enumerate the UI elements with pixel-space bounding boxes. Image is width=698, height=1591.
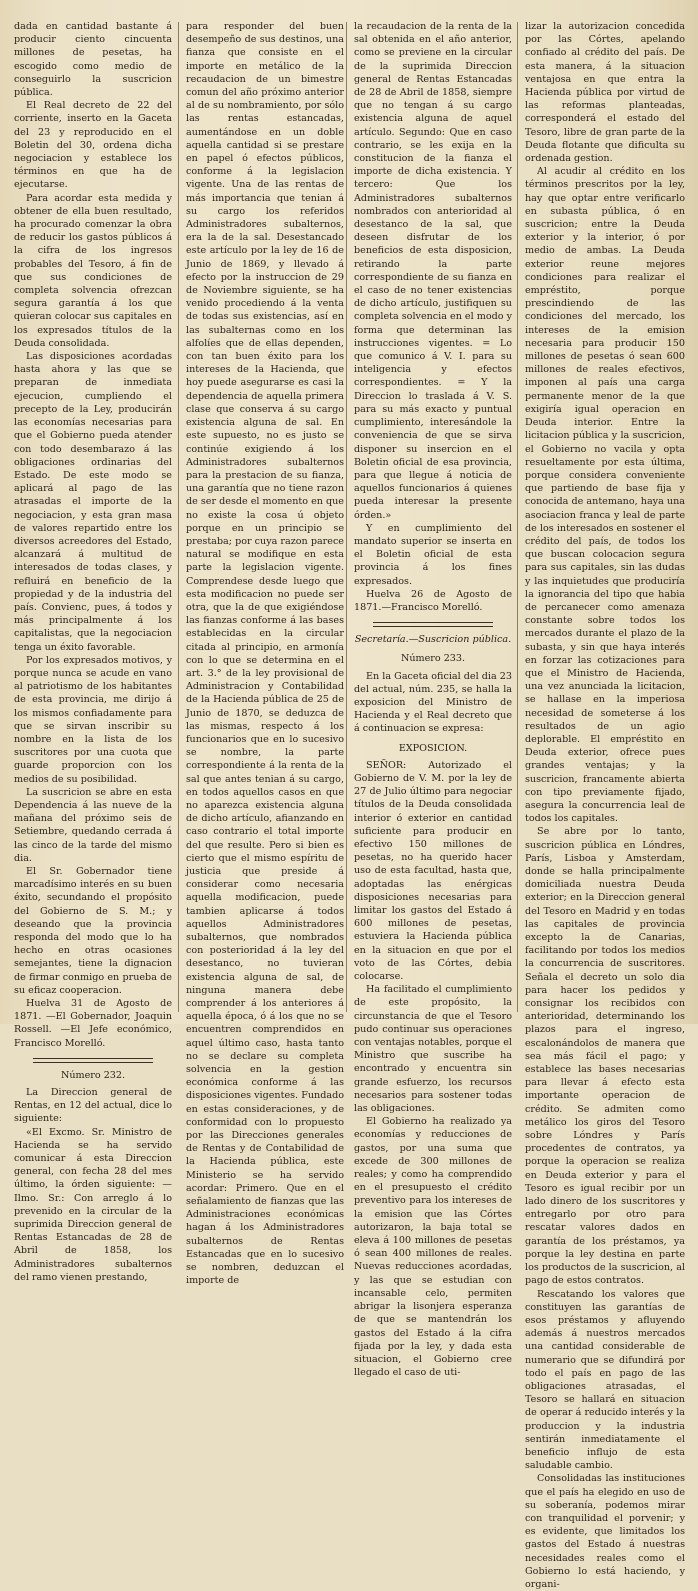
paragraph: Rescatando los valores que constituyen las garantías de esos préstamos y afluyendo además á nuestros mercados una cantidad considerable de numerario que se difundirá por todo el país en pago de las obligaciones atrasadas, el Tesoro se hallará en situacion de operar á reducido interés y la produccion y la industria sentirán inmediatamente el beneficio influjo de esta saludable cambio. <box>525 1288 685 1472</box>
section-title: Secretaría.—Suscricion pública. <box>354 634 512 646</box>
paragraph: El Sr. Gobernador tiene marcadísimo interés en su buen éxito, secundando el propósito del Gobierno de S. M.; y deseando que la provincia responda del modo que lo ha hecho en otras ocasiones semejantes, tiene la dignacion de firmar conmigo en prueba de su eficaz cooperacion. <box>14 866 172 996</box>
column-2 <box>186 20 344 1287</box>
paragraph: Consolidadas las instituciones que el país ha elegido en uso de su soberanía, podemos mirar con tranquilidad el porvenir; y es evidente, que limitados los gastos del Estado á nuestras necesidades reales como el Gobierno lo está haciendo, y organi- <box>525 1473 685 1590</box>
paragraph: Al acudir al crédito en los términos prescritos por la ley, hay que optar entre verificarlo en subasta pública, ó en suscricion; entre la Deuda exterior y la interior, ó por medio de ambas. La Deuda exterior reune mejores condiciones para realizar el empréstito, porque prescindiendo de las condiciones del mercado, los intereses de la emision necesaria para producir 150 millones de pesetas ó sean 600 millones de reales efectivos, imponen al país una carga permanente menor de la que exigiría igual operacion en Deuda interior. Entre la licitacion pública y la suscricion, el Gobierno no vacila y opta resueltamente por esta última, porque considera conveniente que partiendo de base fija y conocida de antemano, haya una asociacion franca y leal de parte de los interesados en sostener el crédito del país, de todos los que buscan colocacion segura para sus capitales, sin las dudas y las inquietudes que produciría la ignorancia del tipo que habia de percanecer como amenaza constante sobre todos los mercados durante el plazo de la subasta, y sin que haya interés en forzar las cotizaciones para que el Ministro de Hacienda, una vez anunciada la licitacion, se hallase en la imperiosa necesidad de someterse á los resultados de un agio deplorable. El empréstito en Deuda exterior, ofrece pues grandes ventajas; y la suscricion, francamente abierta con tipo previamente fijado, asegura la concurrencia leal de todos los capitales. <box>525 166 685 825</box>
paragraph: El Real decreto de 22 del corriente, inserto en la Gaceta del 23 y reproducido en el Boletin del 30, ordena dicha negociacion y establece los términos en que ha de ejecutarse. <box>14 100 172 191</box>
paragraph: La suscricion se abre en esta Dependencia á las nueve de la mañana del próximo seis de Setiembre, quedando cerrada á las cinco de la tarde del mismo dia. <box>14 786 172 864</box>
section-number: Número 233. <box>400 653 466 665</box>
paragraph: la recaudacion de la renta de la sal obtenida en el año anterior, como se previene en la circular de la suprimida Direccion general de Rentas Estancadas de 28 de Abril de 1858, siempre que no tengan á su cargo existencia alguna de aquel artículo. Segundo: Que en caso contrario, se les exija en la constitucion de la fianza el importe de dicha existencia. Y tercero: Que los Administradores subalternos nombrados con anterioridad al desestanco de la sal, que deseen disfrutar de los beneficios de esta disposicion, retirando la parte correspondiente de su fianza en el caso de no tener existencias de dicho artículo, justifiquen su completa solvencia en el modo y forma que determinan las instrucciones vigentes. = Lo que comunico á V. I. para su inteligencia y efectos correspondientes. = Y la Direccion lo traslada á V. S. para su más exacto y puntual cumplimiento, interesándole la conveniencia de que se sirva disponer su insercion en el Boletin oficial de esa provincia, para que llegue á noticia de aquellos funcionarios á quienes pueda interesar la presente órden.» <box>354 21 512 521</box>
paragraph: «El Excmo. Sr. Ministro de Hacienda se ha servido comunicar á esta Direccion general, con fecha 28 del mes último, la órden siguiente: —Ilmo. Sr.: Con arreglo á lo prevenido en la circular de la suprimida Direccion general de Rentas Estancadas de 28 de Abril de 1858, los Administradores subalternos del ramo vienen prestando, <box>14 1126 172 1283</box>
paragraph: dada en cantidad bastante á producir ciento cincuenta millones de pesetas, ha escogido como medio de conseguirlo la suscricion pública. <box>14 21 172 99</box>
paragraph: para responder del buen desempeño de sus destinos, una fianza que consiste en el importe en metálico de la recaudacion de un bimestre comun del año próximo anterior al de su nombramiento, por sólo las rentas estancadas, aumentándose en un doble aquella cantidad si se prestare en papel ó efectos públicos, conforme á la legislacion vigente. Una de las rentas de más importancia que tenian á su cargo los referidos Administradores subalternos, era la de la sal. Desestancado este artículo por la ley de 16 de Junio de 1869, y llevado á efecto por la instruccion de 29 de Noviembre siguiente, se ha venido procediendo á la venta de todas sus existencias, así en las subalternas como en los alfolíes que de ellas dependen, con tan buen éxito para los intereses de la Hacienda, que hoy puede asegurarse es casi la dependencia de aquella primera clase que conserva á su cargo existencia alguna de sal. En este supuesto, no es justo se continúe exigiendo á los Administradores subalternos para la prestacion de su fianza, una garantía que no tiene razon de ser desde el momento en que no existe la cosa ú objeto porque en un principio se prestaba; por cuya razon parece natural se modifique en esta parte la legislacion vigente. Comprendese desde luego que esta modificacion no puede ser otra, que la de que exigiéndose las fianzas conforme á las bases establecidas en la circular citada al principio, en armonía con lo que se determina en el art. 3.° de la ley provisional de Administracion y Contabilidad de la Hacienda pública de 25 de Junio de 1870, se deduzca de las mismas, respecto á los funcionarios que en lo sucesivo se nombre, la parte correspondiente á la renta de la sal que antes tenian á su cargo, en todos aquellos casos en que no aparezca existencia alguna de dicho artículo, afianzando en caso contrario el total importe del que resulte. Pero si bien es cierto que el mismo espíritu de justicia que preside á considerar como necesaria aquella modificacion, puede tambien aplicarse á todos aquellos Administradores subalternos, que nombrados con posterioridad á la ley del desestanco, no tuvieran existencia alguna de sal, de ninguna manera debe comprender á los anteriores á aquella época, ó á los que no se encuentren comprendidos en aquel último caso, hasta tanto no se declare su completa solvencia en la gestion económica conforme á las disposiciones vigentes. Fundado en estas consideraciones, y de conformidad con lo propuesto por las Direcciones generales de Rentas y de Contabilidad de la Hacienda pública, este Ministerio se ha servido acordar: Primero. Que en el señalamiento de fianzas que las Administraciones económicas hagan á los Administradores subalternos de Rentas Estancadas que en lo sucesivo se nombren, deduzcan el importe de <box>186 21 344 1287</box>
paragraph: lizar la autorizacion concedida por las Córtes, apelando confiado al crédito del país. De esta manera, á la situacion ventajosa en que entra la Hacienda pública por virtud de las reformas planteadas, corresponderá el estado del Tesoro, libre de gran parte de la Deuda flotante que dificulta su ordenada gestion. <box>525 21 685 165</box>
paragraph: El Gobierno ha realizado ya economías y reducciones de gastos, por una suma que excede de 300 millones de reales; y como ha comprendido en el presupuesto el crédito preventivo para los intereses de la emision que las Córtes autorizaron, la baja total se eleva á 100 millones de pesetas ó sean 400 millones de reales. Nuevas reducciones acordadas, y las que se estudian con incansable celo, permiten abrigar la lisonjera esperanza de que se mantendrán los gastos del Estado á la cifra fijada por la ley, y dada esta situacion, el Gobierno cree llegado el caso de uti- <box>354 1116 512 1379</box>
paragraph: Ha facilitado el cumplimiento de este propósito, la circunstancia de que el Tesoro pudo continuar sus operaciones con ventajas notables, porque el Ministro que suscribe ha encontrado y encuentra sin grande esfuerzo, los recursos necesarios para sostener todas las obligaciones. <box>354 984 512 1115</box>
column-rule <box>346 22 347 1012</box>
column-4 <box>525 20 685 1590</box>
signature: Huelva 31 de Agosto de 1871. —El Gobernador, Joaquin Rossell. —El Jefe económico, Francisco Morelló. <box>14 998 172 1049</box>
column-rule <box>517 22 518 1012</box>
separator-rule <box>33 1058 153 1063</box>
paragraph: En la Gaceta oficial del dia 23 del actual, núm. 235, se halla la exposicion del Ministro de Hacienda y el Real decreto que á continuacion se expresa: <box>354 670 512 735</box>
paragraph: Y en cumplimiento del mandato superior se inserta en el Boletin oficial de esta provincia á los fines expresados. <box>354 522 512 587</box>
exposicion-heading: EXPOSICION. <box>398 742 468 754</box>
paragraph: SEÑOR: Autorizado el Gobierno de V. M. por la ley de 27 de Julio último para negociar títulos de la Deuda consolidada interior ó exterior en cantidad suficiente para producir en efectivo 150 millones de pesetas, no ha querido hacer uso de esta facultad, hasta que, adoptadas las enérgicas disposiciones necesarias para limitar los gastos del Estado á 600 millones de pesetas, estuviera la Hacienda pública en la situacion en que por el voto de las Córtes, debia colocarse. <box>354 759 512 983</box>
separator-rule <box>373 622 493 627</box>
paragraph: La Direccion general de Rentas, en 12 del actual, dice lo siguiente: <box>14 1087 172 1125</box>
signature: Huelva 26 de Agosto de 1871.—Francisco Morelló. <box>354 588 512 613</box>
section-number: Número 232. <box>60 1069 126 1081</box>
column-1 <box>14 20 172 1283</box>
column-3 <box>354 20 512 1379</box>
paragraph: Las disposiciones acordadas hasta ahora y las que se preparan de inmediata ejecucion, cumpliendo el precepto de la Ley, producirán las economías necesarias para que el Gobierno pueda atender con todo desembarazo á las obligaciones ordinarias del Estado. De este modo se aplicará al pago de las atrasadas el importe de la negociacion, y esta gran masa de valores repartido entre los diversos acreedores del Estado, alcanzará á multitud de interesados de todas clases, y refluirá en beneficio de la propiedad y de la industria del país. Convienc, pues, á todos y más principalmente á los capitalistas, que la negociacion tenga un éxito favorable. <box>14 351 172 653</box>
paragraph: Por los expresados motivos, y porque nunca se acude en vano al patriotismo de los habitantes de esta provincia, me dirijo á los mismos confiadamente para que se sirvan inscribir su nombre en la lista de los suscritores por una cuota que guarde proporcion con los medios de su posibilidad. <box>14 654 172 785</box>
paragraph: Para acordar esta medida y obtener de ella buen resultado, ha procurado comenzar la obra de reducir los gastos públicos á la cifra de los ingresos probables del Tesoro, á fin de que sus condiciones de completa solvencia ofrezcan segura garantía á los que quieran colocar sus capitales en los expresados títulos de la Deuda consolidada. <box>14 192 172 349</box>
column-rule <box>178 22 179 1012</box>
paragraph: Se abre por lo tanto, suscricion pública en Lóndres, París, Lisboa y Amsterdam, donde se halla principalmente domiciliada nuestra Deuda exterior; en la Direccion general del Tesoro en Madrid y en todas las capitales de provincia excepto la de Canarias, facilitando por todos los medios la concurrencia de suscritores. Señala el decreto un solo dia para hacer los pedidos y consignar los recibidos con anterioridad, determinando los plazos para el ingreso, escalonándolos de manera que sea más fácil el pago; y establece las bases necesarias para llevar á efecto esta importante operacion de crédito. Se admiten como metálico los giros del Tesoro sobre Lóndres y París procedentes de contratos, ya porque la operacion se realiza en Deuda exterior y para el Tesoro es igual recibir por un lado dinero de los suscritores y entregarlo por otro para rescatar valores dados en garantía de los préstamos, ya porque la ley destina en parte los productos de la suscricion, al pago de estos contratos. <box>525 826 685 1287</box>
